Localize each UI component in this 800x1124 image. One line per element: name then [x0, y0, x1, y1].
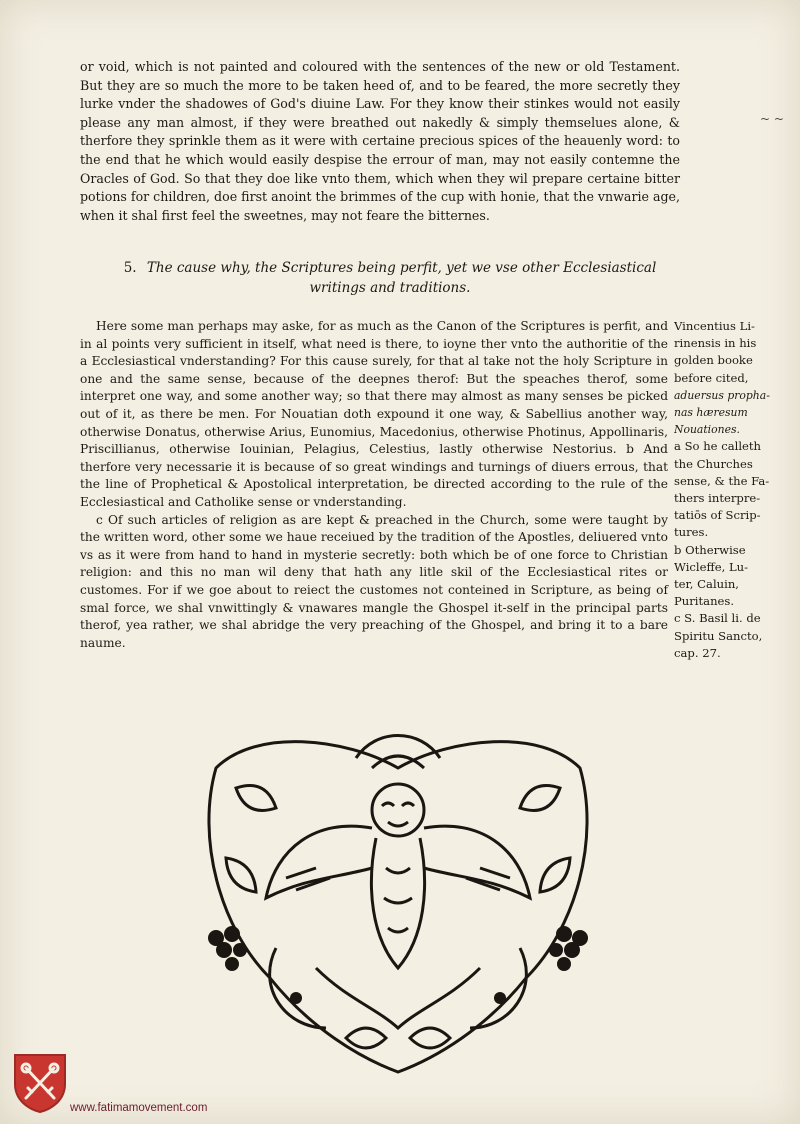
margin-note: the Churches: [674, 456, 753, 471]
margin-note: aduersus propha-: [674, 388, 770, 402]
margin-note: before cited,: [674, 370, 749, 385]
margin-notes: [674, 318, 792, 662]
margin-note: sense, & the Fa-: [674, 473, 770, 488]
woodcut-ornament: [196, 728, 600, 1076]
side-mark: ~ ~: [760, 112, 784, 126]
body-paragraph-1: Here some man perhaps may aske, for as much as the Canon of the Scriptures is perfit, and in al points very sufficient in itself, what need is there, to ioyne ther vnto the authoritie of the a Ecclesiastical vnderstanding? For this cause surely, for that al take not the holy Scripture in one and the same sense, because of the deepnes therof: But the speaches therof, some interpret one way, and some another way; so that there may almost as many senses be picked out of it, as there be men. For Nouatian doth expound it one way, & Sabellius another way, otherwise Donatus, otherwise Arius, Eunomius, Macedonius, otherwise Photinus, Appollinaris, Priscillianus, otherwise Iouinian, Pelagius, Celestius, lastly otherwise Nestorius. b And therfore very necessarie it is because of so great windings and turnings of diuers errous, that the line of Prophetical & Apostolical interpretation, be directed according to the rule of the Ecclesiastical and Catholike sense or vnderstanding.: [80, 319, 668, 509]
margin-note: Spiritu Sancto,: [674, 628, 763, 643]
margin-note: a So he calleth: [674, 439, 762, 454]
margin-note: nas hæresum: [674, 406, 748, 420]
section-number: 5.: [123, 260, 137, 276]
margin-note: Puritanes.: [674, 594, 735, 609]
margin-note: Wicleffe, Lu-: [674, 559, 749, 574]
top-paragraph: or void, which is not painted and coloured with the sentences of the new or old Testament. But they are so much the more to be taken heed of, and to be feared, the more secretly they lurke vnder the shadowes of God's diuine Law. For they know their stinkes would not easily please any man almost, if they were breathed out nakedly & simply themselues alone, & therfore they sprinkle them as it were with certaine precious spices of the heauenly word: to the end that he which would easily despise the errour of man, may not easily contemne the Oracles of God. So that they doe like vnto them, which when they wil prepare certaine bitter potions for children, doe first anoint the brimmes of the cup with honie, that the vnwarie age, when it shal first feel the sweetnes, may not feare the bitternes.: [80, 59, 680, 223]
margin-note: tatiōs of Scrip-: [674, 508, 761, 523]
margin-note: b Otherwise: [674, 542, 746, 557]
margin-note: tures.: [674, 525, 709, 540]
margin-note: cap. 27.: [674, 645, 721, 660]
footer-url: www.fatimamovement.com: [70, 1102, 208, 1114]
section-heading: [110, 258, 670, 298]
margin-note: rinensis in his: [674, 336, 757, 351]
main-body: [80, 318, 668, 652]
margin-note: Vincentius Li-: [674, 319, 755, 333]
margin-note: golden booke: [674, 353, 753, 368]
margin-note: ter, Caluin,: [674, 577, 739, 592]
margin-note: thers interpre-: [674, 491, 761, 506]
margin-note: Nouationes.: [674, 423, 740, 437]
body-paragraph-2: c Of such articles of religion as are kept & preached in the Church, some were taught by the written word, other some we haue receiued by the tradition of the Apostles, deliuered vnto vs as it were from hand to hand in mysterie secretly: both which be of one force to Christian religion: and this no man wil deny that hath any litle skil of the Ecclesiastical rites or customes. For if we goe about to reiect the customes not conteined in Scripture, as being of smal force, we shal vnwittingly & vnawares mangle the Ghospel it-self in the principal parts therof, yea rather, we shal abridge the very preaching of the Ghospel, and bring it to a bare naume.: [80, 512, 668, 650]
section-title: The cause why, the Scriptures being perfit, yet we vse other Ecclesiastical writings and traditions.: [146, 260, 657, 296]
margin-note: c S. Basil li. de: [674, 611, 761, 626]
papal-keys-logo: [12, 1052, 68, 1114]
